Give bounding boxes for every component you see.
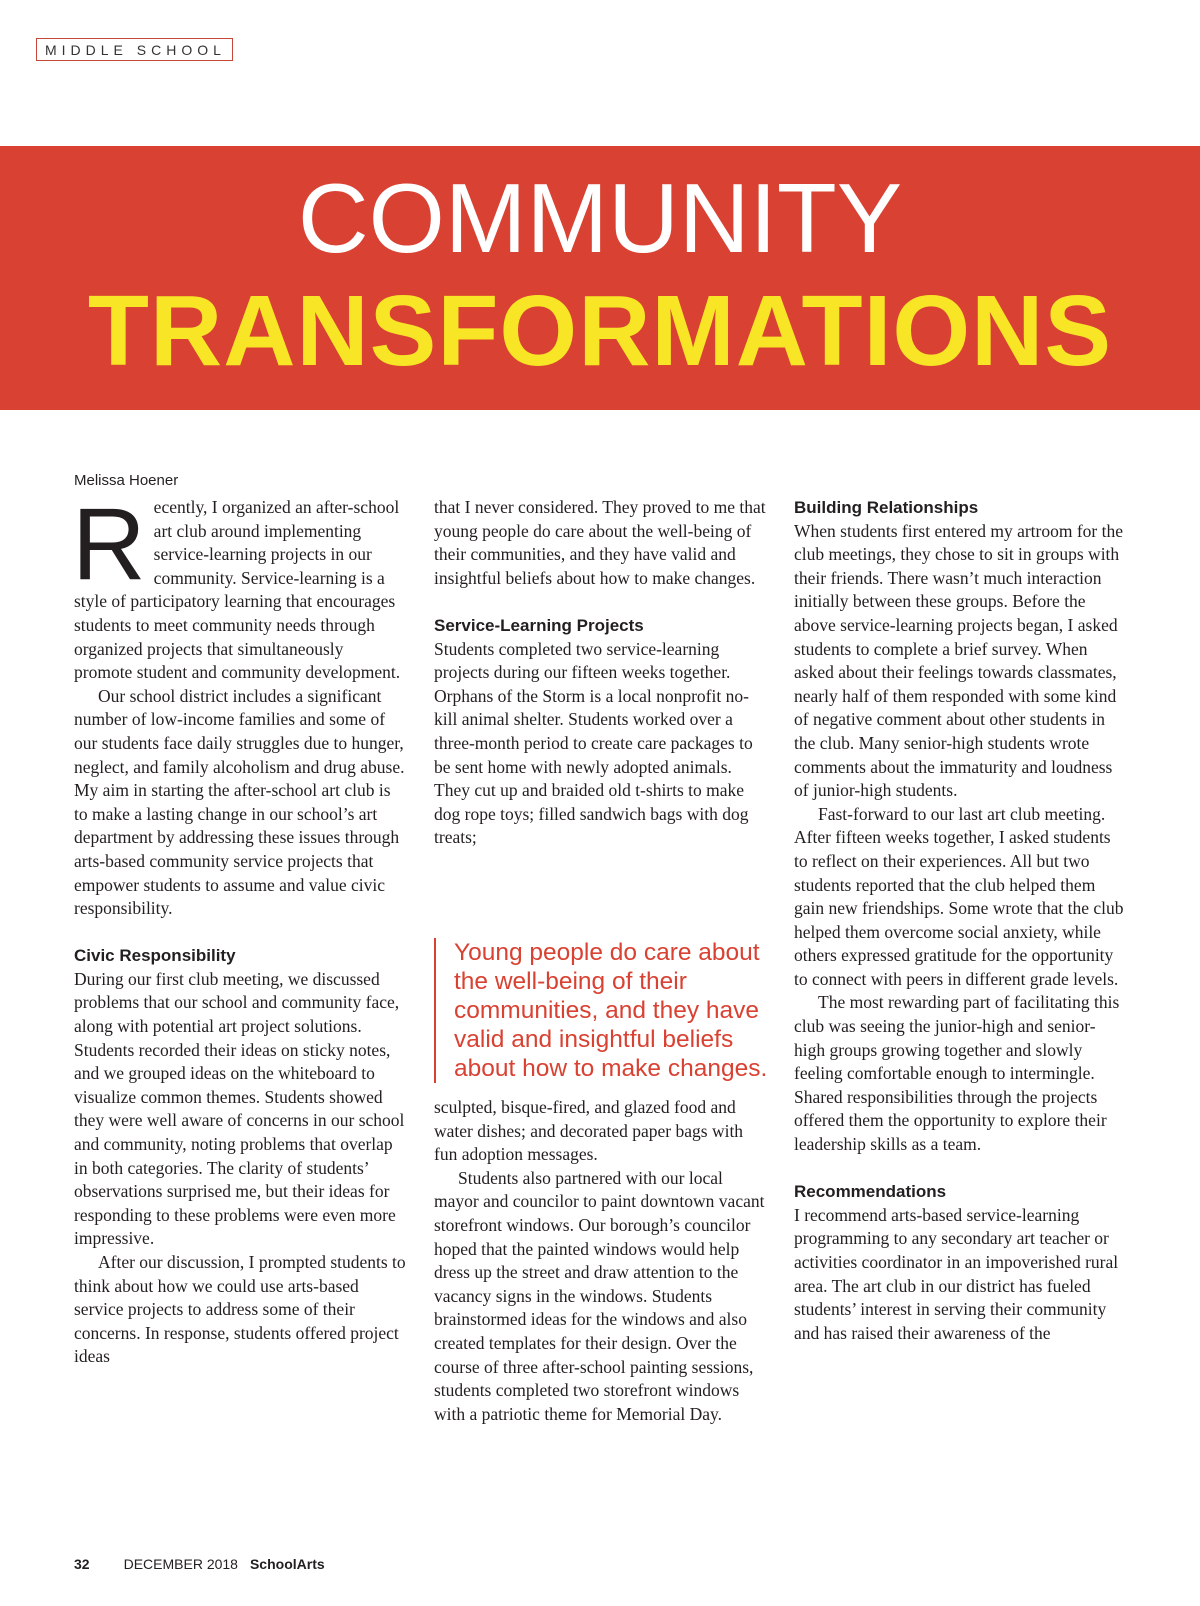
article-column-3	[794, 496, 1126, 1345]
intro-text: ecently, I organized an after-school art club around implementing service-learning projects in our community. Service-learning is a style of participatory learning that encourages students to meet community needs through organized projects that simultaneously promote student and community development.	[74, 497, 401, 683]
section-heading-service-learning: Service-Learning Projects	[434, 615, 644, 635]
paragraph: When students first entered my artroom for the club meetings, they chose to sit in groups with their friends. There wasn’t much interaction initially between these groups. Before the above service-learning projects began, I asked students to complete a brief survey. When asked about their feelings towards classmates, nearly half of them responded with some kind of negative comment about other students in the club. Many senior-high students wrote comments about the immaturity and loudness of junior-high students.	[794, 520, 1123, 801]
title-line-1: COMMUNITY	[297, 163, 903, 273]
paragraph: Fast-forward to our last art club meeting. After fifteen weeks together, I asked students to reflect on their experiences. All but two students reported that the club helped them gain new friendships. Some wrote that the club helped them overcome social anxiety, while others expressed gratitude for the opportunity to connect with peers in different grade levels.	[794, 803, 1124, 989]
paragraph: I recommend arts-based service-learning programming to any secondary art teacher or activities coordinator in an impoverished rural area. The art club in our district has fueled students’ interest in serving their community and has raised their awareness of the	[794, 1204, 1119, 1343]
section-heading-civic-responsibility: Civic Responsibility	[74, 946, 236, 966]
pull-quote: Young people do care about the well-being of their communities, and they have valid and insightful beliefs about how to make changes.	[434, 938, 794, 1083]
section-tag: MIDDLE SCHOOL	[36, 38, 233, 61]
paragraph: During our first club meeting, we discussed problems that our school and community face, along with potential art project solutions. Students recorded their ideas on sticky notes, and we grouped ideas on the whiteboard to visualize common themes. Students showed they were well aware of concerns in our school and community, noting problems that overlap in both categories. The clarity of students’ observations surprised me, but their ideas for responding to these problems were even more impressive.	[74, 968, 405, 1249]
author-byline: Melissa Hoener	[74, 472, 179, 489]
section-heading-recommendations: Recommendations	[794, 1182, 947, 1202]
paragraph: Students completed two service-learning projects during our fifteen weeks together. Orphans of the Storm is a local nonprofit no-kill animal shelter. Students worked over a three-month period to create care packages to be sent home with newly adopted animals. They cut up and braided old t-shirts to make dog rope toys; filled sandwich bags with dog treats;	[434, 638, 753, 848]
page-footer	[74, 1556, 325, 1572]
paragraph: Our school district includes a significant number of low-income families and some of our students face daily struggles due to hunger, neglect, and family alcoholism and drug abuse. My aim in starting the after-school art club is to make a lasting change in our school’s art department by addressing these issues through arts-based community service projects that empower students to assume and value civic responsibility.	[74, 685, 405, 919]
magazine-name: SchoolArts	[249, 1556, 325, 1572]
page-number: 32	[74, 1556, 90, 1572]
paragraph: sculpted, bisque-fired, and glazed food and water dishes; and decorated paper bags with fun adoption messages.	[434, 1097, 744, 1165]
paragraph: Students also partnered with our local mayor and councilor to paint downtown vacant storefront windows. Our borough’s councilor hoped that the painted windows would help dress up the street and draw attention to the vacancy signs in the windows. Students brainstormed ideas for the windows and also created templates for their design. Over the course of three after-school painting sessions, students completed two storefront windows with a patriotic theme for Memorial Day.	[434, 1167, 765, 1424]
section-heading-building-relationships: Building Relationships	[794, 498, 979, 517]
title-banner	[0, 146, 1200, 410]
title-line-2: TRANSFORMATIONS	[87, 275, 1113, 387]
paragraph: that I never considered. They proved to me that young people do care about the well-being of their communities, and they have valid and insightful beliefs about how to make changes.	[434, 497, 766, 588]
paragraph: The most rewarding part of facilitating this club was seeing the junior-high and senior-high groups growing together and slowly feeling comfortable enough to intermingle. Shared responsibilities through the projects offered them the opportunity to explore their leadership skills as a team.	[794, 992, 1120, 1155]
article-column-2-top	[434, 496, 766, 850]
paragraph: After our discussion, I prompted students to think about how we could use arts-based service projects to address some of their concerns. In response, students offered project ideas	[74, 1252, 406, 1367]
drop-cap: R	[72, 487, 146, 601]
article-column-1	[72, 487, 406, 1369]
intro-paragraph	[72, 487, 406, 685]
article-column-2-bottom	[434, 1096, 766, 1426]
issue-date: DECEMBER 2018	[123, 1556, 238, 1572]
